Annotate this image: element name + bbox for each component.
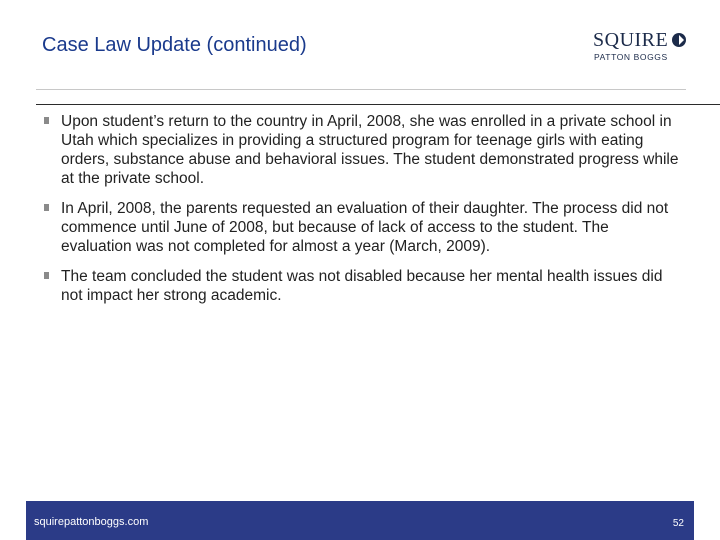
footer-band (26, 501, 694, 540)
bullet-item (42, 267, 682, 305)
bullet-marker-icon (44, 204, 49, 211)
header-divider-thin (36, 89, 686, 90)
page-number: 52 (672, 518, 684, 529)
bullet-text: Upon student’s return to the country in April, 2008, she was enrolled in a private school in Utah which specializes in providing a structured program for teenage girls with eating orders, substance abuse and behavioral issues. The student demonstrated progress while at the private school. (61, 113, 679, 187)
bullet-text: The team concluded the student was not disabled because her mental health issues did not impact her strong academic. (61, 268, 663, 304)
logo-top-text: SQUIRE (593, 29, 669, 51)
bullet-item (42, 112, 682, 188)
bullet-marker-icon (44, 272, 49, 279)
bullet-item (42, 199, 682, 256)
bullet-marker-icon (44, 117, 49, 124)
slide-title: Case Law Update (continued) (42, 34, 307, 56)
logo-mark-icon (671, 32, 687, 48)
company-logo (593, 30, 693, 64)
bullet-list (42, 112, 682, 316)
bullet-text: In April, 2008, the parents requested an evaluation of their daughter. The process did not commence until June of 2008, but because of lack of access to the student. The evaluation was not completed for almost a year (March, 2009). (61, 200, 669, 255)
logo-bottom-text: PATTON BOGGS (594, 52, 668, 62)
header-divider (36, 104, 720, 105)
footer-url[interactable]: squirepattonboggs.com (34, 516, 149, 528)
